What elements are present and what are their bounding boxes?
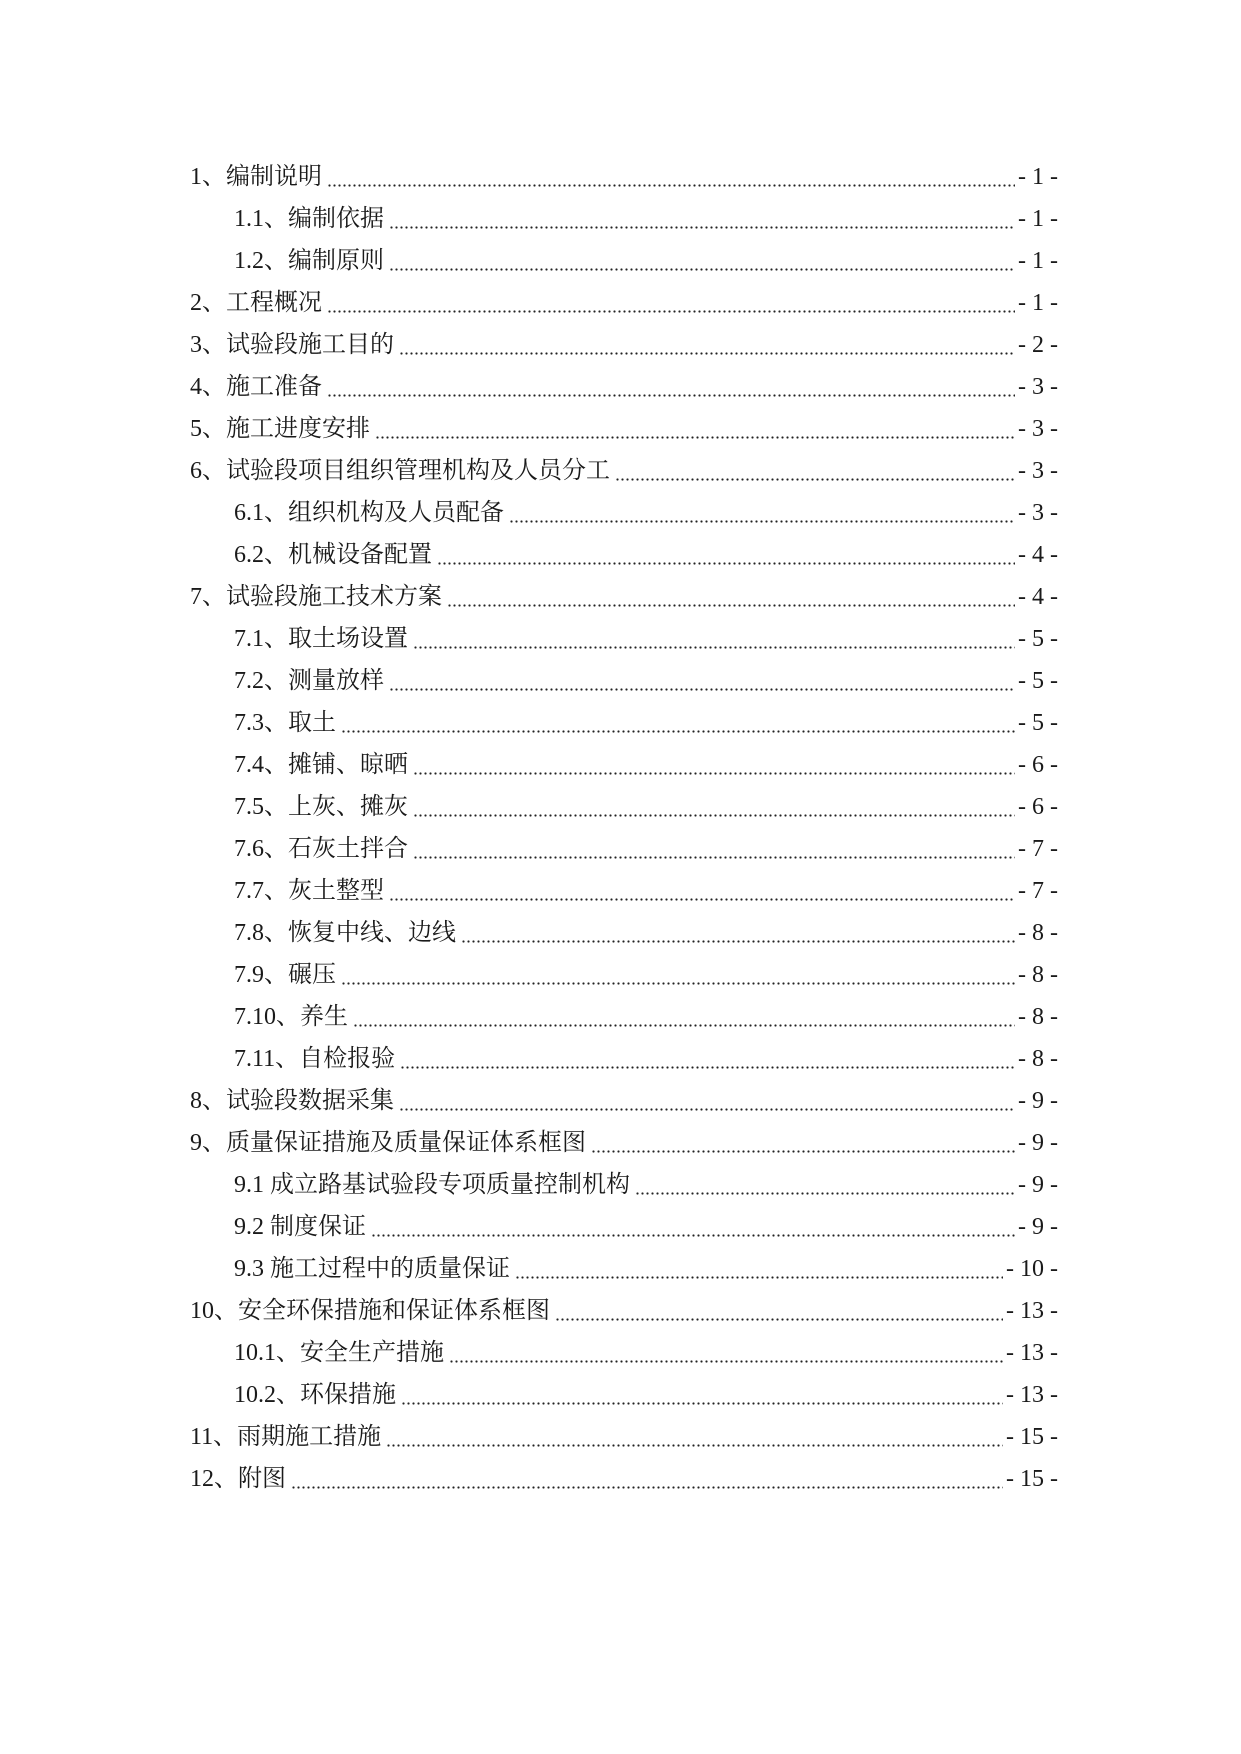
toc-entry-page-number: - 9 - bbox=[1018, 1214, 1058, 1240]
dot-leader bbox=[413, 772, 1015, 775]
toc-entry bbox=[190, 408, 1058, 450]
toc-entry bbox=[190, 450, 1058, 492]
toc-entry-page-number: - 13 - bbox=[1006, 1382, 1058, 1408]
dot-leader bbox=[413, 646, 1015, 649]
toc-subentry bbox=[190, 786, 1058, 828]
toc-entry-page-number: - 15 - bbox=[1006, 1466, 1058, 1492]
dot-leader bbox=[400, 1066, 1015, 1069]
toc-entry-title: 7.11、自检报验 bbox=[234, 1046, 396, 1072]
toc-entry-page-number: - 9 - bbox=[1018, 1130, 1058, 1156]
toc-entry bbox=[190, 1290, 1058, 1332]
toc-entry-page-number: - 5 - bbox=[1018, 626, 1058, 652]
toc-entry-title: 5、施工进度安排 bbox=[190, 416, 370, 442]
toc-subentry bbox=[190, 912, 1058, 954]
toc-entry-page-number: - 3 - bbox=[1018, 374, 1058, 400]
toc-entry-page-number: - 6 - bbox=[1018, 752, 1058, 778]
toc-entry-title: 9.3 施工过程中的质量保证 bbox=[234, 1256, 510, 1282]
toc-entry-title: 8、试验段数据采集 bbox=[190, 1088, 394, 1114]
toc-entry-title: 9.2 制度保证 bbox=[234, 1214, 366, 1240]
toc-entry-page-number: - 3 - bbox=[1018, 458, 1058, 484]
dot-leader bbox=[555, 1318, 1003, 1321]
toc-entry bbox=[190, 282, 1058, 324]
toc-entry-title: 3、试验段施工目的 bbox=[190, 332, 394, 358]
toc-entry-page-number: - 3 - bbox=[1018, 416, 1058, 442]
toc-entry-page-number: - 3 - bbox=[1018, 500, 1058, 526]
toc-entry-page-number: - 5 - bbox=[1018, 710, 1058, 736]
dot-leader bbox=[399, 352, 1015, 355]
toc-entry-title: 12、附图 bbox=[190, 1466, 286, 1492]
toc-subentry bbox=[190, 954, 1058, 996]
toc-entry bbox=[190, 366, 1058, 408]
toc-entry-page-number: - 15 - bbox=[1006, 1424, 1058, 1450]
table-of-contents bbox=[190, 156, 1058, 1500]
dot-leader bbox=[447, 604, 1015, 607]
dot-leader bbox=[413, 856, 1015, 859]
dot-leader bbox=[341, 730, 1015, 733]
dot-leader bbox=[591, 1150, 1015, 1153]
toc-entry-page-number: - 5 - bbox=[1018, 668, 1058, 694]
toc-entry-title: 7.4、摊铺、晾晒 bbox=[234, 752, 408, 778]
toc-entry-page-number: - 4 - bbox=[1018, 542, 1058, 568]
dot-leader bbox=[509, 520, 1015, 523]
toc-entry-page-number: - 9 - bbox=[1018, 1088, 1058, 1114]
toc-entry-page-number: - 8 - bbox=[1018, 920, 1058, 946]
toc-entry-title: 7.7、灰土整型 bbox=[234, 878, 384, 904]
toc-subentry bbox=[190, 744, 1058, 786]
toc-entry-title: 10.2、环保措施 bbox=[234, 1382, 396, 1408]
dot-leader bbox=[389, 268, 1015, 271]
toc-subentry bbox=[190, 492, 1058, 534]
toc-entry bbox=[190, 1458, 1058, 1500]
toc-subentry bbox=[190, 702, 1058, 744]
dot-leader bbox=[437, 562, 1015, 565]
toc-subentry bbox=[190, 996, 1058, 1038]
toc-subentry bbox=[190, 1038, 1058, 1080]
toc-entry bbox=[190, 576, 1058, 618]
toc-entry-title: 10、安全环保措施和保证体系框图 bbox=[190, 1298, 550, 1324]
dot-leader bbox=[389, 688, 1015, 691]
toc-subentry bbox=[190, 870, 1058, 912]
dot-leader bbox=[635, 1192, 1015, 1195]
toc-entry-page-number: - 6 - bbox=[1018, 794, 1058, 820]
toc-entry-page-number: - 4 - bbox=[1018, 584, 1058, 610]
dot-leader bbox=[515, 1276, 1003, 1279]
dot-leader bbox=[389, 226, 1015, 229]
toc-subentry bbox=[190, 1374, 1058, 1416]
toc-entry-title: 7.8、恢复中线、边线 bbox=[234, 920, 456, 946]
toc-entry-page-number: - 13 - bbox=[1006, 1298, 1058, 1324]
toc-entry bbox=[190, 156, 1058, 198]
dot-leader bbox=[327, 184, 1015, 187]
toc-entry-title: 7.9、碾压 bbox=[234, 962, 336, 988]
toc-entry bbox=[190, 1416, 1058, 1458]
toc-entry-title: 4、施工准备 bbox=[190, 374, 322, 400]
toc-entry-title: 6.1、组织机构及人员配备 bbox=[234, 500, 504, 526]
toc-subentry bbox=[190, 534, 1058, 576]
toc-entry-title: 7.1、取土场设置 bbox=[234, 626, 408, 652]
toc-subentry bbox=[190, 240, 1058, 282]
toc-entry-title: 6.2、机械设备配置 bbox=[234, 542, 432, 568]
dot-leader bbox=[327, 310, 1015, 313]
dot-leader bbox=[375, 436, 1015, 439]
toc-subentry bbox=[190, 1248, 1058, 1290]
toc-entry-page-number: - 2 - bbox=[1018, 332, 1058, 358]
dot-leader bbox=[327, 394, 1015, 397]
toc-entry-page-number: - 8 - bbox=[1018, 1046, 1058, 1072]
toc-entry-title: 10.1、安全生产措施 bbox=[234, 1340, 444, 1366]
dot-leader bbox=[401, 1402, 1003, 1405]
toc-entry-title: 7、试验段施工技术方案 bbox=[190, 584, 442, 610]
toc-entry bbox=[190, 324, 1058, 366]
dot-leader bbox=[341, 982, 1015, 985]
dot-leader bbox=[291, 1486, 1003, 1489]
toc-subentry bbox=[190, 618, 1058, 660]
toc-entry-title: 1.1、编制依据 bbox=[234, 206, 384, 232]
toc-entry-title: 7.2、测量放样 bbox=[234, 668, 384, 694]
dot-leader bbox=[461, 940, 1015, 943]
toc-entry-page-number: - 1 - bbox=[1018, 248, 1058, 274]
toc-entry-title: 1、编制说明 bbox=[190, 164, 322, 190]
toc-entry-title: 1.2、编制原则 bbox=[234, 248, 384, 274]
toc-entry-title: 7.6、石灰土拌合 bbox=[234, 836, 408, 862]
toc-entry-page-number: - 1 - bbox=[1018, 164, 1058, 190]
toc-entry-page-number: - 8 - bbox=[1018, 1004, 1058, 1030]
toc-entry-page-number: - 9 - bbox=[1018, 1172, 1058, 1198]
dot-leader bbox=[399, 1108, 1015, 1111]
toc-subentry bbox=[190, 198, 1058, 240]
toc-entry bbox=[190, 1080, 1058, 1122]
toc-entry-title: 9.1 成立路基试验段专项质量控制机构 bbox=[234, 1172, 630, 1198]
dot-leader bbox=[353, 1024, 1015, 1027]
toc-entry-page-number: - 8 - bbox=[1018, 962, 1058, 988]
dot-leader bbox=[413, 814, 1015, 817]
toc-entry-title: 6、试验段项目组织管理机构及人员分工 bbox=[190, 458, 610, 484]
toc-entry-title: 2、工程概况 bbox=[190, 290, 322, 316]
toc-entry-page-number: - 7 - bbox=[1018, 878, 1058, 904]
toc-subentry bbox=[190, 1164, 1058, 1206]
toc-entry-page-number: - 1 - bbox=[1018, 290, 1058, 316]
dot-leader bbox=[389, 898, 1015, 901]
toc-entry-page-number: - 10 - bbox=[1006, 1256, 1058, 1282]
dot-leader bbox=[371, 1234, 1015, 1237]
toc-entry-page-number: - 13 - bbox=[1006, 1340, 1058, 1366]
toc-subentry bbox=[190, 1206, 1058, 1248]
toc-entry-title: 7.5、上灰、摊灰 bbox=[234, 794, 408, 820]
toc-subentry bbox=[190, 1332, 1058, 1374]
toc-entry-page-number: - 1 - bbox=[1018, 206, 1058, 232]
toc-entry-title: 9、质量保证措施及质量保证体系框图 bbox=[190, 1130, 586, 1156]
dot-leader bbox=[386, 1444, 1003, 1447]
toc-entry-title: 7.3、取土 bbox=[234, 710, 336, 736]
dot-leader bbox=[615, 478, 1015, 481]
toc-entry bbox=[190, 1122, 1058, 1164]
toc-subentry bbox=[190, 828, 1058, 870]
toc-entry-title: 7.10、养生 bbox=[234, 1004, 348, 1030]
dot-leader bbox=[449, 1360, 1003, 1363]
toc-entry-page-number: - 7 - bbox=[1018, 836, 1058, 862]
toc-entry-title: 11、雨期施工措施 bbox=[190, 1424, 382, 1450]
toc-subentry bbox=[190, 660, 1058, 702]
